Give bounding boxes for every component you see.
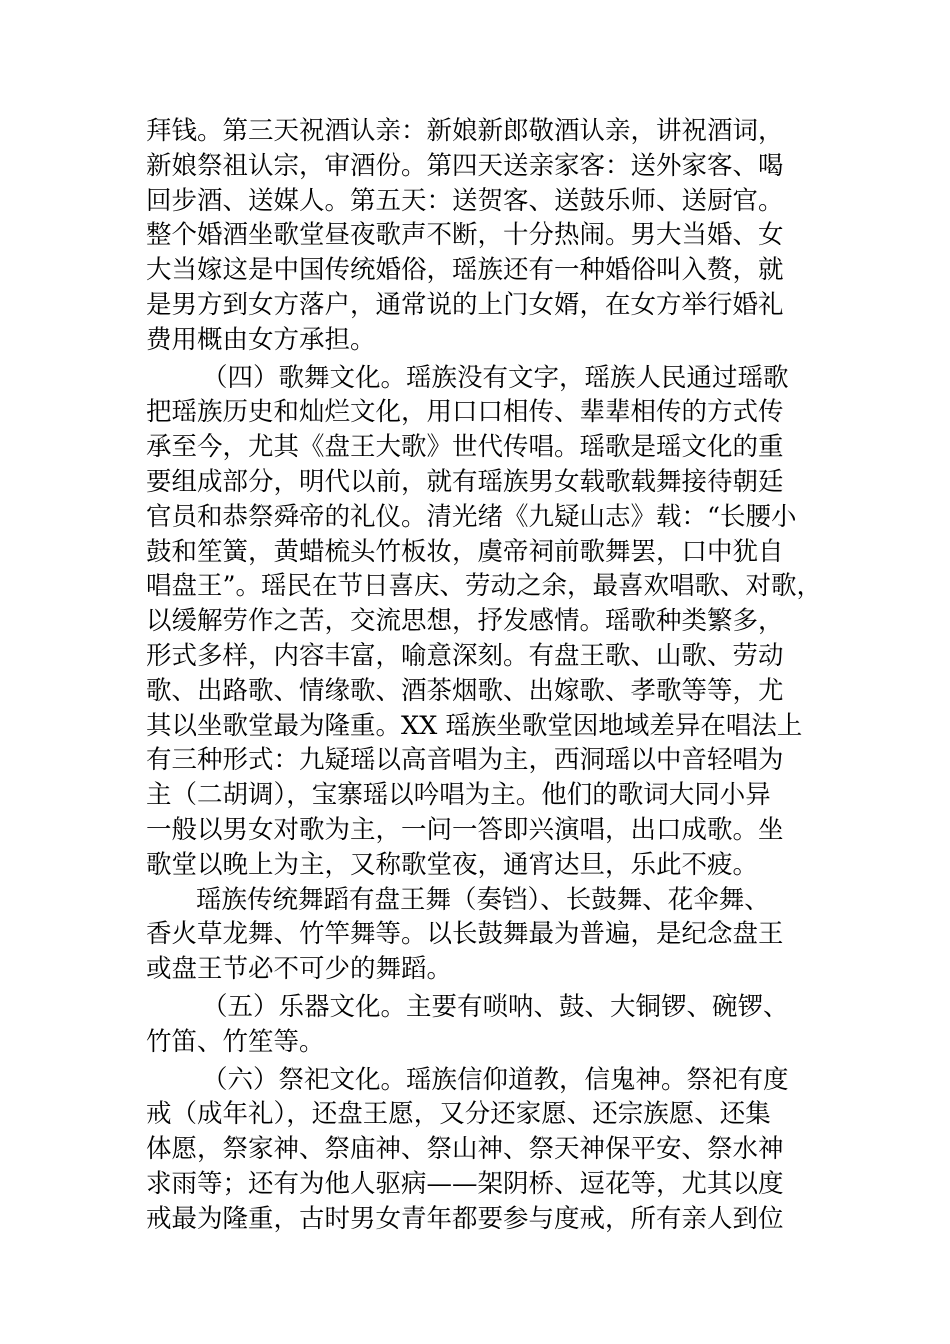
text-line: 把瑶族历史和灿烂文化，用口口相传、辈辈相传的方式传	[146, 397, 784, 428]
text-line: 香火草龙舞、竹竿舞等。以长鼓舞最为普遍，是纪念盘王	[146, 919, 784, 950]
text-line: 唱盘王”。瑶民在节日喜庆、劳动之余，最喜欢唱歌、对歌，	[146, 571, 823, 602]
text-line: 瑶族传统舞蹈有盘王舞（奏铛）、长鼓舞、花伞舞、	[196, 884, 770, 915]
text-line: 戒（成年礼），还盘王愿，又分还家愿、还宗族愿、还集	[146, 1099, 771, 1130]
text-line: 一般以男女对歌为主，一问一答即兴演唱，出口成歌。坐	[146, 814, 784, 845]
text-line: 回步酒、送媒人。第五天：送贺客、送鼓乐师、送厨官。	[146, 185, 784, 216]
text-line: 形式多样，内容丰富，喻意深刻。有盘王歌、山歌、劳动	[146, 640, 784, 671]
text-line: 大当嫁这是中国传统婚俗，瑶族还有一种婚俗叫入赘，就	[146, 255, 784, 286]
text-line: 承至今，尤其《盘王大歌》世代传唱。瑶歌是瑶文化的重	[146, 432, 784, 463]
paragraph-traditional-dances	[146, 883, 821, 987]
text-line: 以缓解劳作之苦，交流思想，抒发感情。瑶歌种类繁多，	[146, 606, 784, 637]
text-line: 竹笛、竹笙等。	[146, 1026, 325, 1057]
text-line: 新娘祭祖认宗，审酒份。第四天送亲家客：送外家客、喝	[146, 150, 784, 181]
body-text	[146, 114, 821, 1237]
text-line: 有三种形式：九疑瑶以高音唱为主，西洞瑶以中音轻唱为	[146, 745, 784, 776]
paragraph-instrument-culture	[146, 990, 821, 1060]
text-line: 歌堂以晚上为主，又称歌堂夜，通宵达旦，乐此不疲。	[146, 849, 759, 880]
text-line: 其以坐歌堂最为隆重。XX 瑶族坐歌堂因地域差异在唱法上	[146, 710, 803, 741]
text-line: 是男方到女方落户，通常说的上门女婿，在女方举行婚礼	[146, 289, 784, 320]
paragraph-song-dance-culture	[146, 361, 821, 883]
section-heading-line: （四）歌舞文化。瑶族没有文字，瑶族人民通过瑶歌	[202, 362, 789, 393]
text-line: 体愿，祭家神、祭庙神、祭山神、祭天神保平安、祭水神	[146, 1134, 784, 1165]
text-line: 或盘王节必不可少的舞蹈。	[146, 954, 453, 985]
section-heading-line: （六）祭祀文化。瑶族信仰道教，信鬼神。祭祀有度	[202, 1064, 789, 1095]
text-line: 费用概由女方承担。	[146, 324, 376, 355]
text-line: 拜钱。第三天祝酒认亲：新娘新郎敬酒认亲，讲祝酒词，	[146, 116, 784, 146]
text-line: 整个婚酒坐歌堂昼夜歌声不断，十分热闹。男大当婚、女	[146, 220, 784, 251]
paragraph-sacrificial-culture	[146, 1063, 821, 1237]
text-line: 官员和恭祭舜帝的礼仪。清光绪《九疑山志》载：“长腰小	[146, 501, 797, 532]
text-line: 要组成部分，明代以前，就有瑶族男女载歌载舞接待朝廷	[146, 466, 784, 497]
text-line: 求雨等；还有为他人驱病——架阴桥、逗花等，尤其以度	[146, 1168, 784, 1199]
section-heading-line: （五）乐器文化。主要有唢呐、鼓、大铜锣、碗锣、	[202, 991, 789, 1022]
text-line: 戒最为隆重，古时男女青年都要参与度戒，所有亲人到位	[146, 1203, 784, 1234]
paragraph-wedding-customs	[146, 114, 821, 358]
text-line: 歌、出路歌、情缘歌、酒茶烟歌、出嫁歌、孝歌等等，尤	[146, 675, 784, 706]
text-line: 主（二胡调），宝寨瑶以吟唱为主。他们的歌词大同小异	[146, 780, 771, 811]
text-line: 鼓和笙簧，黄蜡梳头竹板妆，虞帝祠前歌舞罢，口中犹自	[146, 536, 784, 567]
